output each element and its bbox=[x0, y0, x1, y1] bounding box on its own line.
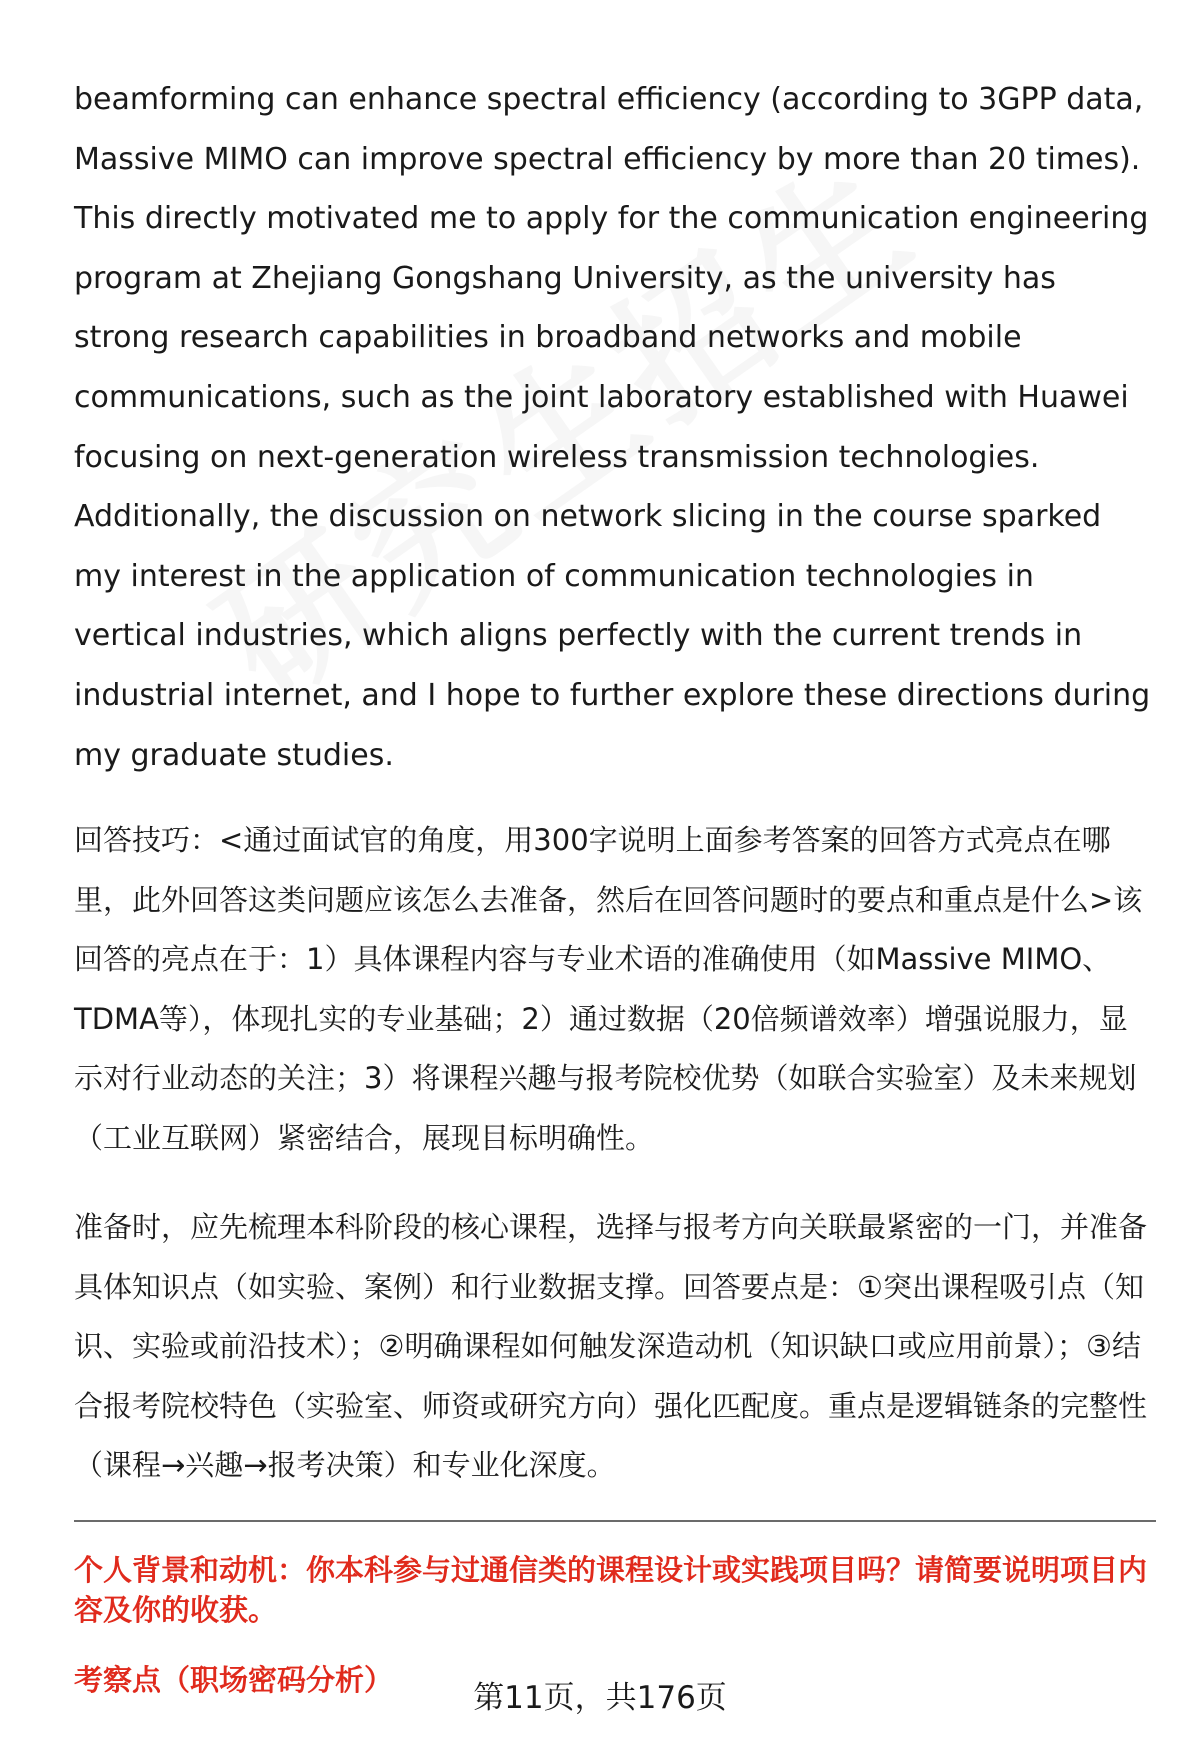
preparation-paragraph: 准备时，应先梳理本科阶段的核心课程，选择与报考方向关联最紧密的一门，并准备具体知识点（如实验、案例）和行业数据支撑。回答要点是：①突出课程吸引点（知识、实验或前沿技术）；②明确课程如何触发深造动机（知识缺口或应用前景）；③结合报考院校特色（实验室、师资或研究方向）强化匹配度。重点是逻辑链条的完整性（课程→兴趣→报考决策）和专业化深度。 bbox=[74, 1210, 1148, 1483]
page-number: 第11页，共176页 bbox=[473, 1680, 727, 1716]
answer-tips-paragraph: 回答技巧：<通过面试官的角度，用300字说明上面参考答案的回答方式亮点在哪里，此外回答这类问题应该怎么去准备，然后在回答问题时的要点和重点是什么>该回答的亮点在于：1）具体课程内容与专业术语的准确使用（如Massive MIMO、TDMA等），体现扎实的专业基础；2）通过数据（20倍频谱效率）增强说服力，显示对行业动态的关注；3）将课程兴趣与报考院校优势（如联合实验室）及未来规划（工业互联网）紧密结合，展现目标明确性。 bbox=[74, 823, 1143, 1155]
section-divider bbox=[74, 1520, 1156, 1522]
interview-question: 个人背景和动机：你本科参与过通信类的课程设计或实践项目吗？请简要说明项目内容及你的收获。 bbox=[74, 1552, 1148, 1627]
section-heading: 考察点（职场密码分析） bbox=[74, 1662, 394, 1697]
page-content bbox=[74, 70, 1156, 1700]
english-answer-paragraph: beamforming can enhance spectral efficiency (according to 3GPP data, Massive MIMO can improve spectral efficiency by more than 20 times). This directly motivated me to apply for the communication engineering program at Zhejiang Gongshang University, as the university has strong research capabilities in broadband networks and mobile communications, such as the joint laboratory established with Huawei focusing on next-generation wireless transmission technologies. Additionally, the discussion on network slicing in the course sparked my interest in the application of communication technologies in vertical industries, which aligns perfectly with the current trends in industrial internet, and I hope to further explore these directions during my graduate studies. bbox=[74, 82, 1151, 773]
